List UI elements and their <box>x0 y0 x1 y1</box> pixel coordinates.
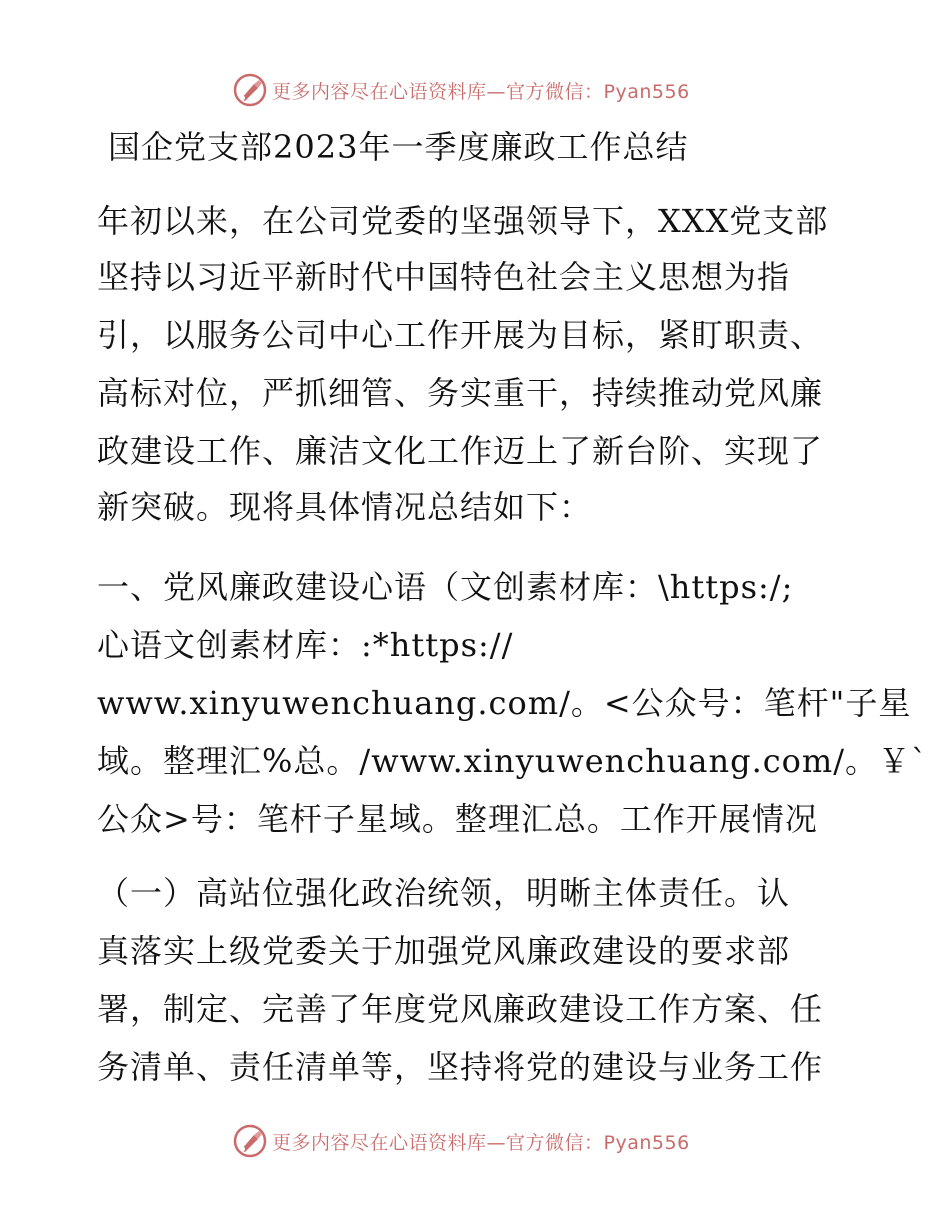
subsection-line: （一）高站位强化政治统领，明晰主体责任。认 <box>97 874 791 912</box>
body-line: 引，以服务公司中心工作开展为目标，紧盯职责、 <box>97 316 824 354</box>
body-line: 新突破。现将具体情况总结如下： <box>97 488 593 526</box>
body-line: 域。整理汇%总。/www.xinyuwenchuang.com/。￥` <box>97 742 929 780</box>
footer-watermark-banner <box>232 1123 690 1159</box>
pen-nib-logo-icon <box>232 1123 268 1159</box>
body-line: 务清单、责任清单等，坚持将党的建设与业务工作 <box>97 1048 824 1086</box>
document-title: 国企党支部2023年一季度廉政工作总结 <box>108 128 689 166</box>
body-line: 真落实上级党委关于加强党风廉政建设的要求部 <box>97 932 791 970</box>
body-line: 心语文创素材库：:*https:// <box>97 626 514 664</box>
body-line: www.xinyuwenchuang.com/。<公众号：笔杆"子星 <box>97 684 912 722</box>
body-line: 政建设工作、廉洁文化工作迈上了新台阶、实现了 <box>97 432 824 470</box>
pen-nib-logo-icon <box>232 72 268 108</box>
body-line: 公众>号：笔杆子星域。整理汇总。工作开展情况 <box>97 800 818 838</box>
body-line: 年初以来，在公司党委的坚强领导下，XXX党支部 <box>97 202 829 240</box>
watermark-text: 更多内容尽在心语资料库—官方微信：Pyan556 <box>272 80 690 103</box>
watermark-text: 更多内容尽在心语资料库—官方微信：Pyan556 <box>272 1131 690 1154</box>
section-heading-line: 一、党风廉政建设心语（文创素材库：\https:/; <box>97 568 794 606</box>
body-line: 坚持以习近平新时代中国特色社会主义思想为指 <box>97 258 791 296</box>
body-line: 高标对位，严抓细管、务实重干，持续推动党风廉 <box>97 374 824 412</box>
header-watermark-banner <box>232 72 690 108</box>
body-line: 署，制定、完善了年度党风廉政建设工作方案、任 <box>97 990 824 1028</box>
